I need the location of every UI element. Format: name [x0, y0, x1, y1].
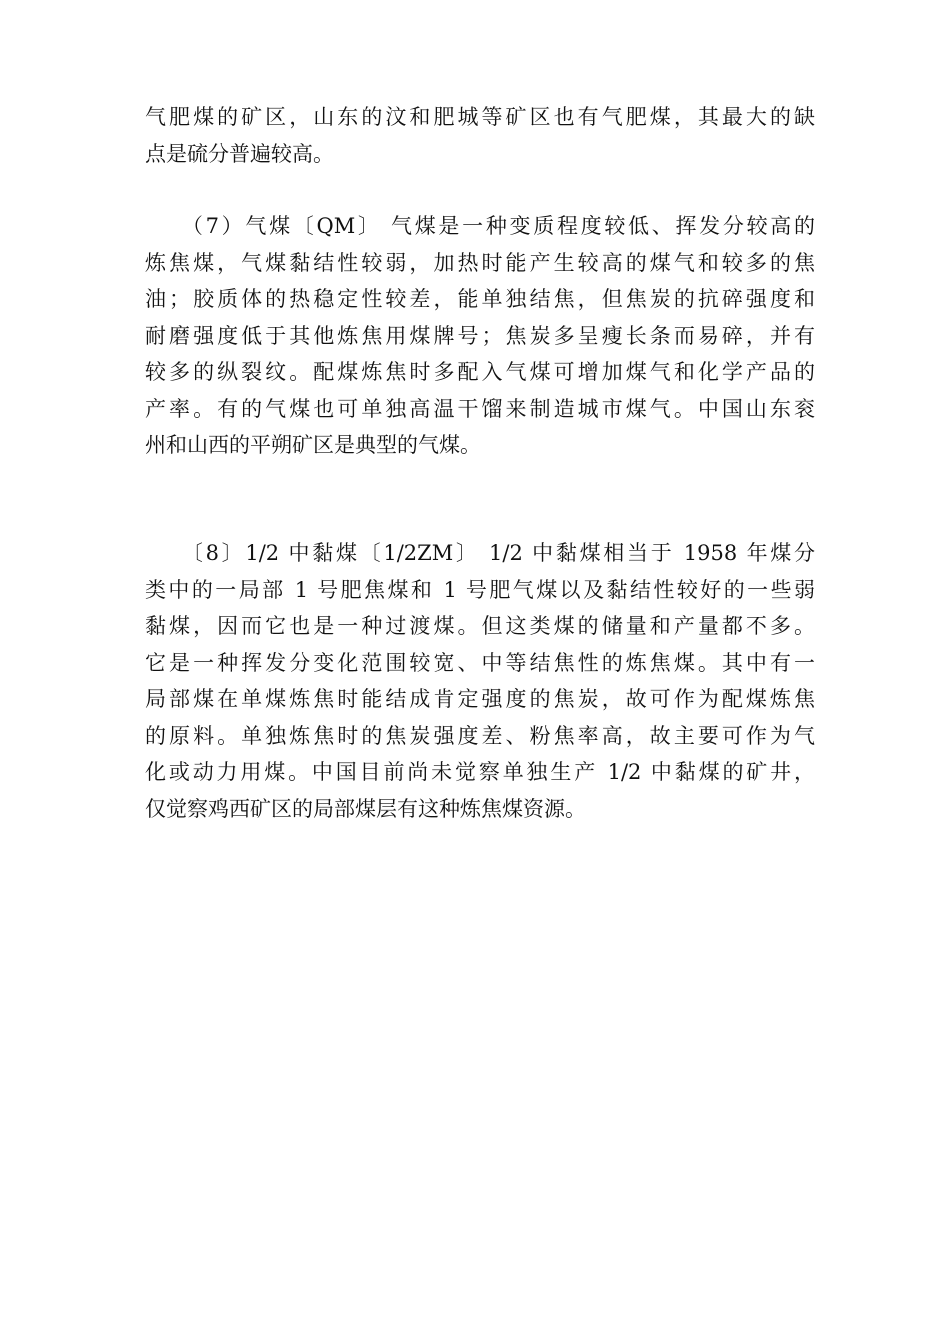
text-line: 局部煤在单煤炼焦时能结成肯定强度的焦炭，故可作为配煤炼焦 — [145, 687, 815, 711]
text-line: 油；胶质体的热稳定性较差，能单独结焦，但焦炭的抗碎强度和 — [145, 287, 815, 311]
text-line: 气肥煤的矿区，山东的汶和肥城等矿区也有气肥煤，其最大的缺 — [145, 105, 815, 129]
text-line: （7）气煤〔QM〕 气煤是一种变质程度较低、挥发分较高的 — [145, 214, 815, 238]
text-line: 化或动力用煤。中国目前尚未觉察单独生产 1/2 中黏煤的矿井， — [145, 760, 815, 784]
text-line: 它是一种挥发分变化范围较宽、中等结焦性的炼焦煤。其中有一 — [145, 650, 815, 675]
text-line: 点是硫分普遍较高。 — [145, 141, 334, 166]
paragraph-half-medium-caking-coal — [145, 535, 815, 827]
text-line: 较多的纵裂纹。配煤炼焦时多配入气煤可增加煤气和化学产品的 — [145, 360, 815, 384]
text-line: 炼焦煤，气煤黏结性较弱，加热时能产生较高的煤气和较多的焦 — [145, 250, 815, 275]
paragraph-gas-coal — [145, 208, 815, 464]
text-line: 产率。有的气煤也可单独高温干馏来制造城市煤气。中国山东衮 — [145, 396, 815, 421]
text-line: 黏煤，因而它也是一种过渡煤。但这类煤的储量和产量都不多。 — [145, 614, 815, 638]
text-line: 州和山西的平朔矿区是典型的气煤。 — [145, 433, 481, 457]
text-line: 类中的一局部 1 号肥焦煤和 1 号肥气煤以及黏结性较好的一些弱 — [145, 577, 815, 602]
paragraph-gas-fat-coal-tail — [145, 99, 815, 172]
text-line: 仅觉察鸡西矿区的局部煤层有这种炼焦煤资源。 — [145, 796, 586, 821]
text-line: 〔8〕1/2 中黏煤〔1/2ZM〕 1/2 中黏煤相当于 1958 年煤分 — [145, 541, 815, 565]
text-line: 的原料。单独炼焦时的焦炭强度差、粉焦率高，故主要可作为气 — [145, 723, 815, 748]
text-line: 耐磨强度低于其他炼焦用煤牌号；焦炭多呈瘦长条而易碎，并有 — [145, 323, 815, 348]
